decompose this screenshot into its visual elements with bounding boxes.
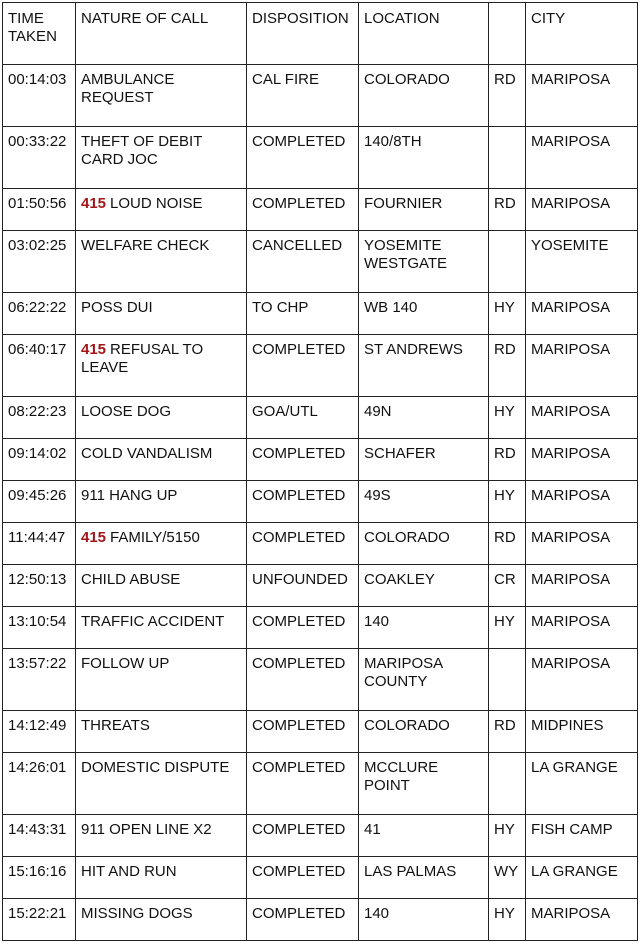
nature-of-call-text: THEFT OF DEBIT CARD JOC (81, 133, 203, 168)
nature-of-call-text: AMBULANCE REQUEST (81, 71, 175, 106)
location-cell: 140 (359, 607, 489, 649)
disposition-cell: COMPLETED (247, 815, 359, 857)
nature-of-call-text: DOMESTIC DISPUTE (81, 759, 230, 776)
street-suffix-cell: HY (489, 481, 526, 523)
street-suffix-cell (489, 753, 526, 815)
table-row (3, 523, 638, 565)
time-taken-cell: 03:02:25 (3, 231, 76, 293)
table-row (3, 127, 638, 189)
city-cell: MIDPINES (526, 711, 638, 753)
city-cell: MARIPOSA (526, 607, 638, 649)
street-suffix-cell: RD (489, 65, 526, 127)
table-row (3, 293, 638, 335)
disposition-cell: COMPLETED (247, 753, 359, 815)
disposition-cell: COMPLETED (247, 857, 359, 899)
location-cell: MARIPOSA COUNTY (359, 649, 489, 711)
city-cell: MARIPOSA (526, 293, 638, 335)
table-row (3, 397, 638, 439)
table-row (3, 753, 638, 815)
nature-of-call-text: WELFARE CHECK (81, 237, 210, 254)
table-row (3, 481, 638, 523)
nature-of-call-cell (76, 711, 247, 753)
disposition-cell: COMPLETED (247, 899, 359, 941)
nature-of-call-cell (76, 439, 247, 481)
header-time-taken: TIME TAKEN (3, 3, 76, 65)
nature-of-call-cell (76, 899, 247, 941)
city-cell: MARIPOSA (526, 523, 638, 565)
nature-of-call-cell (76, 815, 247, 857)
street-suffix-cell: WY (489, 857, 526, 899)
disposition-cell: COMPLETED (247, 607, 359, 649)
disposition-cell: CANCELLED (247, 231, 359, 293)
city-cell: MARIPOSA (526, 65, 638, 127)
location-cell: 140 (359, 899, 489, 941)
header-street-suffix (489, 3, 526, 65)
street-suffix-cell: HY (489, 815, 526, 857)
street-suffix-cell: HY (489, 607, 526, 649)
time-taken-cell: 00:14:03 (3, 65, 76, 127)
nature-of-call-cell (76, 523, 247, 565)
table-row (3, 857, 638, 899)
nature-of-call-cell (76, 127, 247, 189)
city-cell: MARIPOSA (526, 565, 638, 607)
disposition-cell: UNFOUNDED (247, 565, 359, 607)
nature-of-call-cell (76, 335, 247, 397)
location-cell: SCHAFER (359, 439, 489, 481)
penal-code-415-label: 415 (81, 195, 107, 212)
penal-code-415-label: 415 (81, 529, 107, 546)
street-suffix-cell (489, 649, 526, 711)
nature-of-call-text: 911 OPEN LINE X2 (81, 821, 212, 838)
table-row (3, 711, 638, 753)
table-row (3, 565, 638, 607)
disposition-cell: COMPLETED (247, 523, 359, 565)
penal-code-415-label: 415 (81, 341, 107, 358)
city-cell: MARIPOSA (526, 335, 638, 397)
header-row (3, 3, 638, 65)
table-row (3, 335, 638, 397)
street-suffix-cell: HY (489, 899, 526, 941)
location-cell: 49S (359, 481, 489, 523)
nature-of-call-cell (76, 481, 247, 523)
city-cell: MARIPOSA (526, 397, 638, 439)
call-log-table (2, 2, 638, 941)
table-row (3, 65, 638, 127)
location-cell: WB 140 (359, 293, 489, 335)
nature-of-call-text: REFUSAL TO LEAVE (81, 341, 204, 376)
table-row (3, 189, 638, 231)
location-cell: COLORADO (359, 65, 489, 127)
disposition-cell: CAL FIRE (247, 65, 359, 127)
table-row (3, 607, 638, 649)
disposition-cell: COMPLETED (247, 439, 359, 481)
city-cell: MARIPOSA (526, 127, 638, 189)
table-row (3, 815, 638, 857)
street-suffix-cell: RD (489, 335, 526, 397)
time-taken-cell: 06:22:22 (3, 293, 76, 335)
street-suffix-cell: HY (489, 397, 526, 439)
disposition-cell: GOA/UTL (247, 397, 359, 439)
nature-of-call-cell (76, 857, 247, 899)
nature-of-call-text: LOOSE DOG (81, 403, 172, 420)
location-cell: YOSEMITE WESTGATE (359, 231, 489, 293)
city-cell: YOSEMITE (526, 231, 638, 293)
street-suffix-cell (489, 231, 526, 293)
street-suffix-cell: RD (489, 189, 526, 231)
nature-of-call-cell (76, 607, 247, 649)
header-city: CITY (526, 3, 638, 65)
nature-of-call-text: TRAFFIC ACCIDENT (81, 613, 225, 630)
call-log-body (3, 65, 638, 941)
location-cell: 140/8TH (359, 127, 489, 189)
location-cell: LAS PALMAS (359, 857, 489, 899)
time-taken-cell: 14:43:31 (3, 815, 76, 857)
disposition-cell: COMPLETED (247, 481, 359, 523)
nature-of-call-text: THREATS (81, 717, 150, 734)
disposition-cell: COMPLETED (247, 711, 359, 753)
nature-of-call-text: CHILD ABUSE (81, 571, 181, 588)
time-taken-cell: 15:16:16 (3, 857, 76, 899)
city-cell: LA GRANGE (526, 753, 638, 815)
street-suffix-cell: RD (489, 711, 526, 753)
time-taken-cell: 12:50:13 (3, 565, 76, 607)
nature-of-call-cell (76, 293, 247, 335)
location-cell: MCCLURE POINT (359, 753, 489, 815)
nature-of-call-text: MISSING DOGS (81, 905, 193, 922)
time-taken-cell: 01:50:56 (3, 189, 76, 231)
nature-of-call-cell (76, 65, 247, 127)
location-cell: 41 (359, 815, 489, 857)
time-taken-cell: 09:14:02 (3, 439, 76, 481)
nature-of-call-text: FOLLOW UP (81, 655, 170, 672)
city-cell: MARIPOSA (526, 649, 638, 711)
nature-of-call-cell (76, 189, 247, 231)
disposition-cell: TO CHP (247, 293, 359, 335)
nature-of-call-cell (76, 397, 247, 439)
table-row (3, 899, 638, 941)
time-taken-cell: 14:12:49 (3, 711, 76, 753)
time-taken-cell: 00:33:22 (3, 127, 76, 189)
street-suffix-cell: RD (489, 523, 526, 565)
city-cell: MARIPOSA (526, 899, 638, 941)
table-row (3, 231, 638, 293)
disposition-cell: COMPLETED (247, 335, 359, 397)
nature-of-call-text: POSS DUI (81, 299, 153, 316)
street-suffix-cell: RD (489, 439, 526, 481)
location-cell: FOURNIER (359, 189, 489, 231)
location-cell: COLORADO (359, 711, 489, 753)
table-row (3, 439, 638, 481)
location-cell: COLORADO (359, 523, 489, 565)
time-taken-cell: 15:22:21 (3, 899, 76, 941)
nature-of-call-text: HIT AND RUN (81, 863, 177, 880)
time-taken-cell: 06:40:17 (3, 335, 76, 397)
time-taken-cell: 11:44:47 (3, 523, 76, 565)
city-cell: MARIPOSA (526, 189, 638, 231)
time-taken-cell: 09:45:26 (3, 481, 76, 523)
time-taken-cell: 08:22:23 (3, 397, 76, 439)
street-suffix-cell: CR (489, 565, 526, 607)
disposition-cell: COMPLETED (247, 127, 359, 189)
city-cell: LA GRANGE (526, 857, 638, 899)
header-location: LOCATION (359, 3, 489, 65)
nature-of-call-text: LOUD NOISE (110, 195, 203, 212)
street-suffix-cell: HY (489, 293, 526, 335)
nature-of-call-cell (76, 649, 247, 711)
street-suffix-cell (489, 127, 526, 189)
city-cell: MARIPOSA (526, 481, 638, 523)
time-taken-cell: 14:26:01 (3, 753, 76, 815)
city-cell: MARIPOSA (526, 439, 638, 481)
disposition-cell: COMPLETED (247, 189, 359, 231)
nature-of-call-cell (76, 753, 247, 815)
table-row (3, 649, 638, 711)
city-cell: FISH CAMP (526, 815, 638, 857)
location-cell: ST ANDREWS (359, 335, 489, 397)
time-taken-cell: 13:57:22 (3, 649, 76, 711)
header-nature-of-call: NATURE OF CALL (76, 3, 247, 65)
location-cell: COAKLEY (359, 565, 489, 607)
location-cell: 49N (359, 397, 489, 439)
disposition-cell: COMPLETED (247, 649, 359, 711)
nature-of-call-text: 911 HANG UP (81, 487, 178, 504)
nature-of-call-text: FAMILY/5150 (110, 529, 200, 546)
time-taken-cell: 13:10:54 (3, 607, 76, 649)
header-disposition: DISPOSITION (247, 3, 359, 65)
nature-of-call-cell (76, 565, 247, 607)
nature-of-call-cell (76, 231, 247, 293)
nature-of-call-text: COLD VANDALISM (81, 445, 213, 462)
